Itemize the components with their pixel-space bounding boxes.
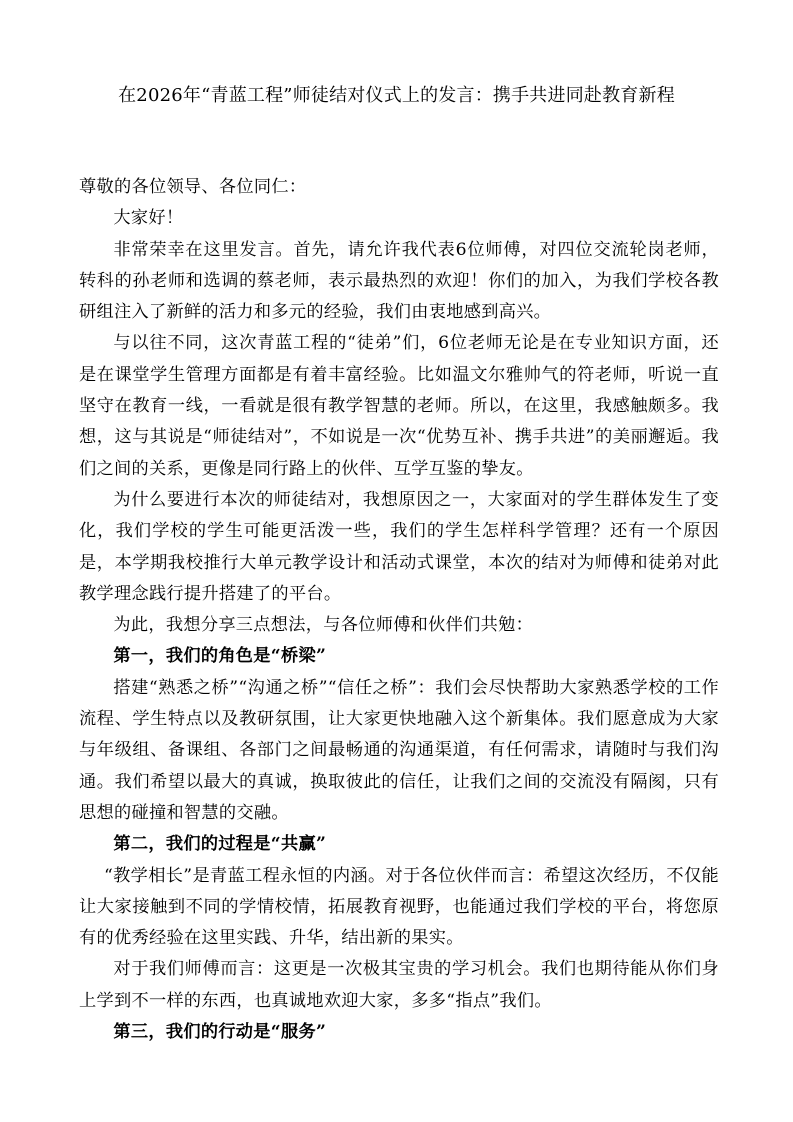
salutation: 尊敬的各位领导、各位同仁： bbox=[79, 177, 307, 197]
document-body bbox=[79, 172, 719, 1048]
section-text-win-win-2: 对于我们师傅而言：这更是一次极其宝贵的学习机会。我们也期待能从你们身上学到不一样的东西，也真诚地欢迎大家，多多“指点”我们。 bbox=[79, 959, 719, 1011]
document-title: 在2026年“青蓝工程”师徒结对仪式上的发言：携手共进同赴教育新程 bbox=[118, 85, 675, 106]
section-heading-bridge: 第一，我们的角色是“桥梁” bbox=[113, 646, 327, 667]
paragraph-lead-in: 为此，我想分享三点想法，与各位师傅和伙伴们共勉： bbox=[113, 615, 534, 636]
paragraph-reason: 为什么要进行本次的师徒结对，我想原因之一，大家面对的学生群体发生了变化，我们学校的学生可能更活泼一些，我们的学生怎样科学管理？还有一个原因是，本学期我校推行大单元教学设计和活动式课堂，本次的结对为师傅和徒弟对此教学理念践行提升搭建了的平台。 bbox=[79, 489, 719, 604]
section-heading-service: 第三，我们的行动是“服务” bbox=[113, 1022, 327, 1043]
greeting: 大家好！ bbox=[113, 208, 184, 229]
paragraph-intro: 非常荣幸在这里发言。首先，请允许我代表6位师傅，对四位交流轮岗老师，转科的孙老师和选调的蔡老师，表示最热烈的欢迎！你们的加入，为我们学校各教研组注入了新鲜的活力和多元的经验，我们由衷地感到高兴。 bbox=[79, 239, 719, 323]
section-heading-win-win: 第二，我们的过程是“共赢” bbox=[113, 834, 327, 855]
paragraph-difference: 与以往不同，这次青蓝工程的“徒弟”们，6位老师无论是在专业知识方面，还是在课堂学生管理方面都是有着丰富经验。比如温文尔雅帅气的符老师，听说一直坚守在教育一线，一看就是很有教学智慧的老师。所以，在这里，我感触颇多。我想，这与其说是“师徒结对”，不如说是一次“优势互补、携手共进”的美丽邂逅。我们之间的关系，更像是同行路上的伙伴、互学互鉴的挚友。 bbox=[79, 333, 719, 479]
section-text-win-win-1: “教学相长”是青蓝工程永恒的内涵。对于各位伙伴而言：希望这次经历，不仅能让大家接触到不同的学情校情，拓展教育视野，也能通过我们学校的平台，将您原有的优秀经验在这里实践、升华，结出新的果实。 bbox=[79, 865, 719, 949]
section-text-bridge: 搭建“熟悉之桥”“沟通之桥”“信任之桥”：我们会尽快帮助大家熟悉学校的工作流程、学生特点以及教研氛围，让大家更快地融入这个新集体。我们愿意成为大家与年级组、备课组、各部门之间最畅通的沟通渠道，有任何需求，请随时与我们沟通。我们希望以最大的真诚，换取彼此的信任，让我们之间的交流没有隔阂，只有思想的碰撞和智慧的交融。 bbox=[79, 677, 719, 823]
